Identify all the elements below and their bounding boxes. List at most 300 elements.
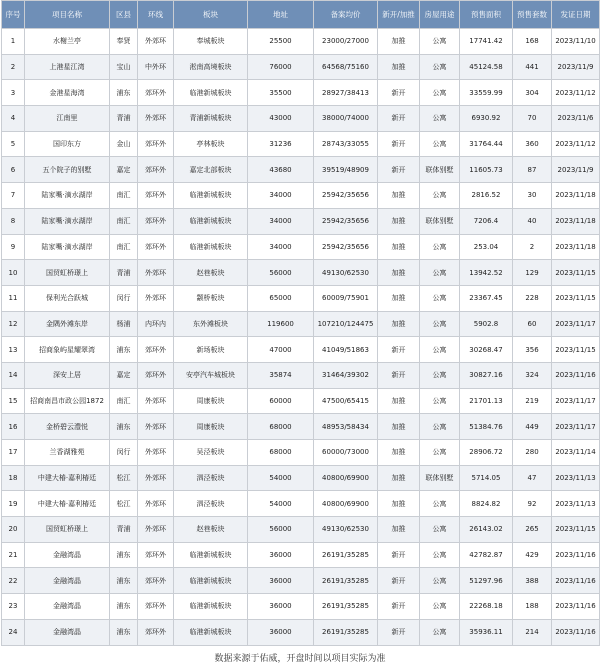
table-cell: 公寓: [420, 106, 460, 132]
table-cell: 34000: [248, 208, 314, 234]
table-cell: 公寓: [420, 260, 460, 286]
table-cell: 39519/48909: [314, 157, 378, 183]
table-cell: 联体别墅: [420, 465, 460, 491]
table-cell: 42782.87: [460, 542, 513, 568]
table-cell: 228: [513, 285, 552, 311]
table-cell: 公寓: [420, 594, 460, 620]
table-row: [2, 234, 600, 260]
table-row: [2, 465, 600, 491]
table-cell: 388: [513, 568, 552, 594]
table-cell: 加推: [378, 311, 420, 337]
table-cell: 129: [513, 260, 552, 286]
table-cell: 60009/75901: [314, 285, 378, 311]
table-cell: 新开: [378, 80, 420, 106]
table-cell: 招商南昌市政公园1872: [25, 388, 110, 414]
table-cell: 17: [2, 440, 25, 466]
column-header: 备案均价: [314, 1, 378, 29]
table-cell: 19: [2, 491, 25, 517]
table-cell: 360: [513, 131, 552, 157]
column-header: 环线: [138, 1, 174, 29]
table-cell: 188: [513, 594, 552, 620]
table-cell: 新场板块: [174, 337, 248, 363]
table-cell: 郊环外: [138, 157, 174, 183]
presale-table: [1, 0, 600, 646]
table-cell: 253.04: [460, 234, 513, 260]
table-cell: 25500: [248, 29, 314, 55]
table-cell: 2023/11/16: [552, 362, 600, 388]
table-cell: 2023/11/12: [552, 131, 600, 157]
table-cell: 吴泾板块: [174, 440, 248, 466]
table-cell: 5902.8: [460, 311, 513, 337]
table-cell: 公寓: [420, 183, 460, 209]
table-cell: 5: [2, 131, 25, 157]
table-cell: 14: [2, 362, 25, 388]
table-cell: 郊环外: [138, 183, 174, 209]
table-cell: 浦东: [110, 542, 138, 568]
table-row: [2, 131, 600, 157]
table-row: [2, 542, 600, 568]
table-cell: 23: [2, 594, 25, 620]
table-row: [2, 594, 600, 620]
table-cell: 219: [513, 388, 552, 414]
table-cell: 54000: [248, 465, 314, 491]
table-cell: 38000/74000: [314, 106, 378, 132]
table-cell: 临港新城板块: [174, 234, 248, 260]
table-row: [2, 362, 600, 388]
table-cell: 公寓: [420, 285, 460, 311]
table-cell: 金桥碧云澧悦: [25, 414, 110, 440]
table-cell: 26191/35285: [314, 619, 378, 645]
table-cell: 2023/11/16: [552, 594, 600, 620]
table-cell: 4: [2, 106, 25, 132]
table-cell: 公寓: [420, 414, 460, 440]
table-row: [2, 106, 600, 132]
table-row: [2, 337, 600, 363]
table-cell: 水榭兰亭: [25, 29, 110, 55]
table-cell: 金融湾晶: [25, 542, 110, 568]
table-cell: 加推: [378, 234, 420, 260]
table-cell: 2816.52: [460, 183, 513, 209]
table-cell: 泗泾板块: [174, 491, 248, 517]
table-cell: 青浦: [110, 517, 138, 543]
table-cell: 2023/11/10: [552, 29, 600, 55]
table-body: [2, 29, 600, 646]
table-cell: 闵行: [110, 285, 138, 311]
table-cell: 陆家嘴·滴水湖岸: [25, 183, 110, 209]
table-row: [2, 568, 600, 594]
table-cell: 2: [2, 54, 25, 80]
table-cell: 浦东: [110, 568, 138, 594]
table-cell: 郊环外: [138, 568, 174, 594]
table-cell: 临港新城板块: [174, 542, 248, 568]
table-cell: 松江: [110, 491, 138, 517]
table-cell: 6930.92: [460, 106, 513, 132]
table-cell: 11: [2, 285, 25, 311]
table-cell: 43000: [248, 106, 314, 132]
table-cell: 24: [2, 619, 25, 645]
table-cell: 新开: [378, 131, 420, 157]
table-cell: 23000/27000: [314, 29, 378, 55]
table-cell: 金融湾晶: [25, 594, 110, 620]
table-cell: 1: [2, 29, 25, 55]
table-cell: 郊环外: [138, 542, 174, 568]
table-row: [2, 54, 600, 80]
table-cell: 临港新城板块: [174, 80, 248, 106]
column-header: 地址: [248, 1, 314, 29]
table-cell: 3: [2, 80, 25, 106]
table-cell: 公寓: [420, 337, 460, 363]
table-cell: 浦东: [110, 337, 138, 363]
table-cell: 7: [2, 183, 25, 209]
table-cell: 20: [2, 517, 25, 543]
table-cell: 加推: [378, 440, 420, 466]
table-cell: 56000: [248, 517, 314, 543]
table-cell: 国贸虹桥璟上: [25, 260, 110, 286]
table-cell: 郊环外: [138, 131, 174, 157]
table-cell: 26191/35285: [314, 542, 378, 568]
table-cell: 嘉定: [110, 157, 138, 183]
table-cell: 28906.72: [460, 440, 513, 466]
table-cell: 17741.42: [460, 29, 513, 55]
table-cell: 51297.96: [460, 568, 513, 594]
table-cell: 浦东: [110, 619, 138, 645]
table-cell: 国贸虹桥璟上: [25, 517, 110, 543]
table-cell: 48953/58434: [314, 414, 378, 440]
table-cell: 公寓: [420, 542, 460, 568]
table-cell: 颛桥板块: [174, 285, 248, 311]
table-cell: 25942/35656: [314, 183, 378, 209]
table-cell: 2023/11/6: [552, 106, 600, 132]
table-cell: 公寓: [420, 29, 460, 55]
table-cell: 2023/11/15: [552, 260, 600, 286]
table-cell: 13942.52: [460, 260, 513, 286]
table-cell: 22268.18: [460, 594, 513, 620]
table-cell: 214: [513, 619, 552, 645]
table-cell: 浦东: [110, 414, 138, 440]
table-cell: 公寓: [420, 311, 460, 337]
table-cell: 119600: [248, 311, 314, 337]
table-cell: 临港新城板块: [174, 183, 248, 209]
table-cell: 加推: [378, 29, 420, 55]
table-cell: 公寓: [420, 517, 460, 543]
table-cell: 新开: [378, 568, 420, 594]
table-cell: 加推: [378, 491, 420, 517]
table-cell: 26191/35285: [314, 568, 378, 594]
table-cell: 12: [2, 311, 25, 337]
table-cell: 南汇: [110, 234, 138, 260]
table-cell: 外郊环: [138, 260, 174, 286]
table-cell: 76000: [248, 54, 314, 80]
table-cell: 泗泾板块: [174, 465, 248, 491]
table-row: [2, 80, 600, 106]
table-cell: 上港星江湾: [25, 54, 110, 80]
table-cell: 2023/11/15: [552, 337, 600, 363]
table-header-row: [2, 1, 600, 29]
table-cell: 新开: [378, 594, 420, 620]
table-row: [2, 260, 600, 286]
table-cell: 36000: [248, 568, 314, 594]
table-row: [2, 285, 600, 311]
table-cell: 18: [2, 465, 25, 491]
table-cell: 南汇: [110, 208, 138, 234]
table-cell: 嘉定: [110, 362, 138, 388]
presale-table-container: [1, 0, 599, 672]
table-cell: 金融湾晶: [25, 619, 110, 645]
table-cell: 周康板块: [174, 414, 248, 440]
table-cell: 公寓: [420, 388, 460, 414]
table-cell: 国印东方: [25, 131, 110, 157]
column-header: 序号: [2, 1, 25, 29]
table-cell: 25942/35656: [314, 208, 378, 234]
table-cell: 35874: [248, 362, 314, 388]
table-cell: 23367.45: [460, 285, 513, 311]
table-cell: 中外环: [138, 54, 174, 80]
table-cell: 外郊环: [138, 440, 174, 466]
table-row: [2, 157, 600, 183]
table-row: [2, 414, 600, 440]
table-cell: 16: [2, 414, 25, 440]
table-cell: 加推: [378, 54, 420, 80]
column-header: 区县: [110, 1, 138, 29]
table-cell: 11605.73: [460, 157, 513, 183]
table-cell: 临港新城板块: [174, 568, 248, 594]
table-cell: 60: [513, 311, 552, 337]
table-cell: 2023/11/16: [552, 619, 600, 645]
table-cell: 郊环外: [138, 362, 174, 388]
table-cell: 54000: [248, 491, 314, 517]
table-cell: 东外滩板块: [174, 311, 248, 337]
table-cell: 429: [513, 542, 552, 568]
table-cell: 周康板块: [174, 388, 248, 414]
table-cell: 280: [513, 440, 552, 466]
table-row: [2, 388, 600, 414]
table-row: [2, 517, 600, 543]
table-cell: 47: [513, 465, 552, 491]
table-cell: 安亭汽车城板块: [174, 362, 248, 388]
table-cell: 陆家嘴·滴水湖岸: [25, 208, 110, 234]
table-cell: 加推: [378, 517, 420, 543]
table-cell: 外郊环: [138, 106, 174, 132]
table-cell: 公寓: [420, 234, 460, 260]
table-cell: 赵巷板块: [174, 260, 248, 286]
table-cell: 2023/11/9: [552, 157, 600, 183]
table-header: [2, 1, 600, 29]
table-row: [2, 440, 600, 466]
table-cell: 公寓: [420, 131, 460, 157]
table-cell: 外郊环: [138, 29, 174, 55]
table-cell: 保利光合跃城: [25, 285, 110, 311]
table-row: [2, 311, 600, 337]
table-cell: 47500/65415: [314, 388, 378, 414]
table-cell: 浦东: [110, 80, 138, 106]
table-cell: 6: [2, 157, 25, 183]
table-cell: 闵行: [110, 440, 138, 466]
table-cell: 南汇: [110, 388, 138, 414]
table-cell: 31464/39302: [314, 362, 378, 388]
table-cell: 联体别墅: [420, 157, 460, 183]
table-cell: 公寓: [420, 440, 460, 466]
table-cell: 加推: [378, 414, 420, 440]
table-cell: 34000: [248, 234, 314, 260]
table-cell: 31236: [248, 131, 314, 157]
table-cell: 5714.05: [460, 465, 513, 491]
table-cell: 324: [513, 362, 552, 388]
column-header: 项目名称: [25, 1, 110, 29]
table-cell: 外郊环: [138, 414, 174, 440]
table-cell: 联体别墅: [420, 208, 460, 234]
table-cell: 江南里: [25, 106, 110, 132]
table-cell: 33559.99: [460, 80, 513, 106]
table-cell: 2023/11/16: [552, 568, 600, 594]
table-row: [2, 491, 600, 517]
table-cell: 449: [513, 414, 552, 440]
column-header: 板块: [174, 1, 248, 29]
table-cell: 金融湾晶: [25, 568, 110, 594]
table-cell: 34000: [248, 183, 314, 209]
table-cell: 36000: [248, 594, 314, 620]
table-cell: 加推: [378, 285, 420, 311]
table-cell: 10: [2, 260, 25, 286]
table-cell: 2023/11/13: [552, 491, 600, 517]
column-header: 预售套数: [513, 1, 552, 29]
table-cell: 21: [2, 542, 25, 568]
table-cell: 公寓: [420, 54, 460, 80]
table-cell: 51384.76: [460, 414, 513, 440]
table-cell: 杨浦: [110, 311, 138, 337]
source-note: 数据来源于佑威，开盘时间以项目实际为准: [214, 653, 386, 664]
column-header: 新开/加推: [378, 1, 420, 29]
table-row: [2, 29, 600, 55]
table-cell: 26143.02: [460, 517, 513, 543]
column-header: 房屋用途: [420, 1, 460, 29]
table-cell: 临港新城板块: [174, 208, 248, 234]
table-cell: 临港新城板块: [174, 619, 248, 645]
table-cell: 2023/11/12: [552, 80, 600, 106]
table-cell: 加推: [378, 465, 420, 491]
table-cell: 深安上居: [25, 362, 110, 388]
table-cell: 公寓: [420, 362, 460, 388]
table-cell: 外郊环: [138, 517, 174, 543]
table-cell: 奉城板块: [174, 29, 248, 55]
table-cell: 奉贤: [110, 29, 138, 55]
table-cell: 36000: [248, 542, 314, 568]
table-cell: 70: [513, 106, 552, 132]
table-cell: 郊环外: [138, 80, 174, 106]
table-cell: 临港新城板块: [174, 594, 248, 620]
table-cell: 65000: [248, 285, 314, 311]
table-cell: 兰香湖雅苑: [25, 440, 110, 466]
table-cell: 87: [513, 157, 552, 183]
table-cell: 92: [513, 491, 552, 517]
table-cell: 加推: [378, 183, 420, 209]
table-cell: 41049/51863: [314, 337, 378, 363]
table-cell: 26191/35285: [314, 594, 378, 620]
table-cell: 中建大椿·嘉利椿廷: [25, 465, 110, 491]
table-cell: 2023/11/13: [552, 465, 600, 491]
table-cell: 25942/35656: [314, 234, 378, 260]
table-cell: 2023/11/15: [552, 517, 600, 543]
table-cell: 68000: [248, 414, 314, 440]
table-cell: 8824.82: [460, 491, 513, 517]
table-cell: 8: [2, 208, 25, 234]
table-cell: 2: [513, 234, 552, 260]
table-cell: 2023/11/18: [552, 183, 600, 209]
table-cell: 加推: [378, 260, 420, 286]
table-cell: 2023/11/14: [552, 440, 600, 466]
table-cell: 31764.44: [460, 131, 513, 157]
table-cell: 7206.4: [460, 208, 513, 234]
table-cell: 2023/11/17: [552, 388, 600, 414]
table-cell: 2023/11/17: [552, 414, 600, 440]
table-cell: 新开: [378, 106, 420, 132]
table-cell: 郊环外: [138, 208, 174, 234]
table-cell: 2023/11/15: [552, 285, 600, 311]
table-cell: 40800/69900: [314, 465, 378, 491]
table-cell: 陆家嘴·滴水湖岸: [25, 234, 110, 260]
table-cell: 43680: [248, 157, 314, 183]
table-cell: 15: [2, 388, 25, 414]
table-cell: 2023/11/18: [552, 208, 600, 234]
table-cell: 新开: [378, 157, 420, 183]
table-cell: 松江: [110, 465, 138, 491]
table-cell: 49130/62530: [314, 260, 378, 286]
table-cell: 外郊环: [138, 491, 174, 517]
table-cell: 28927/38413: [314, 80, 378, 106]
table-cell: 公寓: [420, 619, 460, 645]
table-cell: 青浦新城板块: [174, 106, 248, 132]
table-cell: 亭林板块: [174, 131, 248, 157]
table-cell: 107210/124475: [314, 311, 378, 337]
table-cell: 2023/11/9: [552, 54, 600, 80]
table-cell: 公寓: [420, 80, 460, 106]
table-cell: 公寓: [420, 568, 460, 594]
table-cell: 49130/62530: [314, 517, 378, 543]
table-cell: 30827.16: [460, 362, 513, 388]
table-cell: 30268.47: [460, 337, 513, 363]
table-cell: 9: [2, 234, 25, 260]
table-cell: 2023/11/17: [552, 311, 600, 337]
table-cell: 郊环外: [138, 337, 174, 363]
table-cell: 新开: [378, 542, 420, 568]
table-cell: 外郊环: [138, 285, 174, 311]
table-cell: 南汇: [110, 183, 138, 209]
table-cell: 35936.11: [460, 619, 513, 645]
table-cell: 47000: [248, 337, 314, 363]
table-cell: 40800/69900: [314, 491, 378, 517]
table-cell: 356: [513, 337, 552, 363]
table-cell: 青浦: [110, 260, 138, 286]
table-cell: 淞南高境板块: [174, 54, 248, 80]
table-cell: 中建大椿·嘉利椿廷: [25, 491, 110, 517]
table-cell: 浦东: [110, 594, 138, 620]
table-cell: 加推: [378, 208, 420, 234]
column-header: 发证日期: [552, 1, 600, 29]
table-cell: 40: [513, 208, 552, 234]
table-cell: 郊环外: [138, 619, 174, 645]
table-cell: 35500: [248, 80, 314, 106]
table-cell: 60000: [248, 388, 314, 414]
table-cell: 304: [513, 80, 552, 106]
table-cell: 265: [513, 517, 552, 543]
table-cell: 22: [2, 568, 25, 594]
table-cell: 45124.58: [460, 54, 513, 80]
table-cell: 新开: [378, 619, 420, 645]
table-cell: 宝山: [110, 54, 138, 80]
table-cell: 五个院子的别墅: [25, 157, 110, 183]
table-cell: 外郊环: [138, 465, 174, 491]
table-cell: 168: [513, 29, 552, 55]
table-cell: 36000: [248, 619, 314, 645]
